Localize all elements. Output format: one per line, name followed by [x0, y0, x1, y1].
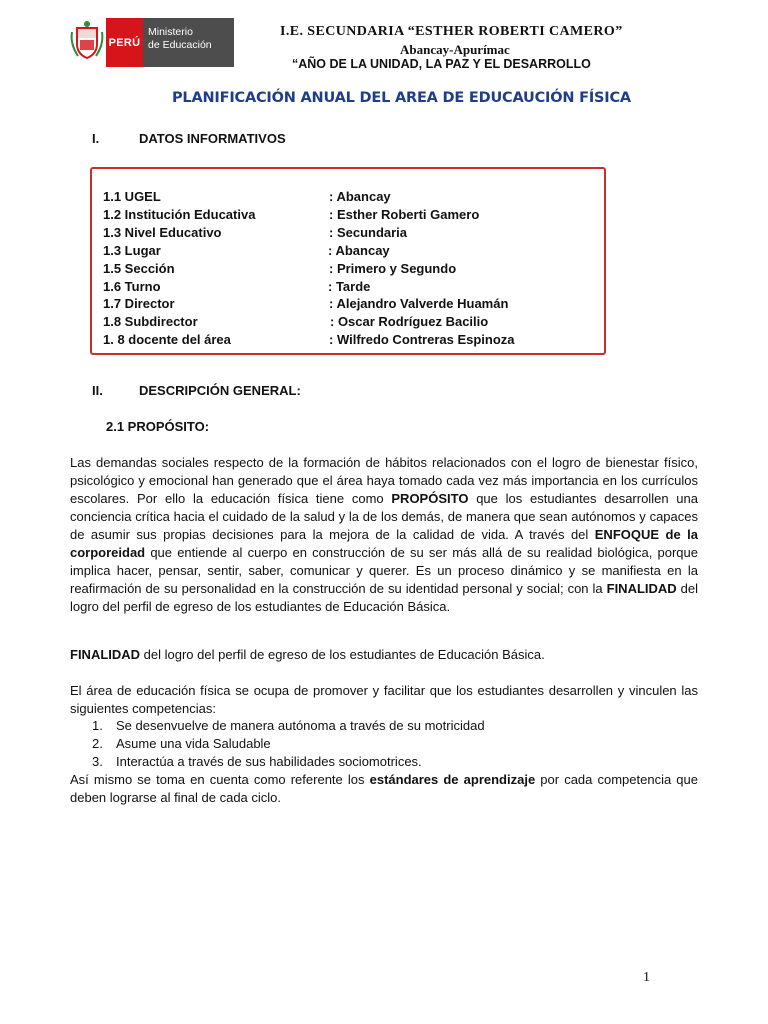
info-row-value: : Primero y Segundo [329, 260, 457, 276]
logo-ministry: Ministerio de Educación [148, 26, 212, 51]
list-item: 3. Interactúa a través de sus habilidades sociomotrices. [92, 754, 422, 769]
year-motto: “AÑO DE LA UNIDAD, LA PAZ Y EL DESARROLLO [292, 57, 591, 71]
info-row-value: : Alejandro Valverde Huamán [329, 296, 509, 312]
subsection-heading: 2.1 PROPÓSITO: [106, 419, 210, 434]
info-row-label: 1.5 Sección [103, 260, 175, 276]
section-2-heading: DESCRIPCIÓN GENERAL: [139, 383, 301, 398]
info-row-label: 1. 8 docente del área [103, 332, 231, 348]
info-row-label: 1.7 Director [103, 296, 175, 312]
info-row-value: : Abancay [328, 242, 390, 258]
section-2-number: II. [92, 383, 103, 398]
coat-of-arms-icon [68, 18, 106, 67]
info-row-value: : Abancay [329, 189, 391, 204]
info-row-label: 1.2 Institución Educativa [103, 206, 256, 222]
list-item: 2. Asume una vida Saludable [92, 736, 271, 751]
info-row-label: 1.1 UGEL [103, 189, 161, 204]
info-row-value: : Oscar Rodríguez Bacilio [330, 314, 489, 330]
school-city: Abancay-Apurímac [400, 42, 510, 57]
ministry-logo [68, 18, 234, 67]
info-row-value: : Esther Roberti Gamero [329, 206, 480, 222]
section-1-heading: DATOS INFORMATIVOS [139, 131, 286, 146]
page-title: PLANIFICACIÓN ANUAL DEL AREA DE EDUCAUCIÓN FÍSICA [172, 90, 631, 106]
info-row-label: 1.3 Lugar [103, 242, 161, 258]
standards-paragraph: Así mismo se toma en cuenta como referente los estándares de aprendizaje por cada competencia que deben lograrse al final de cada ciclo. [70, 772, 699, 805]
competency-list [92, 717, 485, 771]
page-number: 1 [643, 970, 650, 985]
logo-country: PERÚ [108, 36, 141, 49]
section-1-number: I. [92, 131, 100, 146]
competencies-intro: El área de educación física se ocupa de promover y facilitar que los estudiantes desarrollen y vinculen las siguientes competencias: [70, 683, 698, 716]
info-row-label: 1.8 Subdirector [103, 314, 198, 330]
purpose-paragraph: Las demandas sociales respecto de la formación de hábitos relacionados con el logro de bienestar físico, psicológico y emocional han generado que el área haya tomado cada vez más importancia en los currículos escolares. Por ello la educación física tiene como PROPÓSITO que los estudiantes desarrollen una conciencia crítica hacia el cuidado de la salud y la de los demás, de manera que sean autónomos y capaces de asumir sus propias decisiones para la mejora de la calidad de vida. A través del ENFOQUE de la corporeidad que entiende al cuerpo en construcción de su ser más allá de su realidad biológica, porque implica hacer, pensar, sentir, saber, comunicar y querer. Es un proceso dinámico y se manifiesta en la reafirmación de su personalidad en la construcción de su identidad personal y social; con la FINALIDAD del logro del perfil de egreso de los estudiantes de Educación Básica. [70, 455, 698, 614]
school-name: I.E. SECUNDARIA “ESTHER ROBERTI CAMERO” [280, 24, 623, 39]
info-row-label: 1.6 Turno [103, 278, 161, 294]
finality-paragraph: FINALIDAD del logro del perfil de egreso de los estudiantes de Educación Básica. [70, 647, 545, 662]
info-row-label: 1.3 Nivel Educativo [103, 224, 222, 240]
info-row-value: : Wilfredo Contreras Espinoza [329, 332, 515, 348]
list-item: 1. Se desenvuelve de manera autónoma a través de su motricidad [92, 718, 485, 733]
info-row-value: : Secundaria [329, 224, 408, 240]
info-row-value: : Tarde [328, 278, 371, 294]
